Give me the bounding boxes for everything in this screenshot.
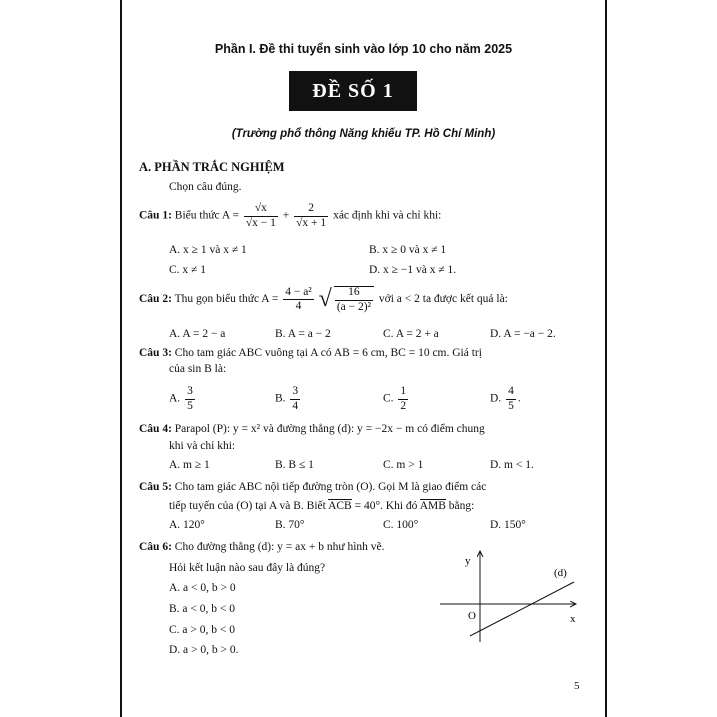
exam-number-badge: ĐỀ SỐ 1 <box>289 71 417 111</box>
question-3-option-c: C. $\frac{1}{2}$ <box>383 385 407 412</box>
x-axis-label: x <box>570 613 576 625</box>
question-5-text-line-2: tiếp tuyến của (O) tại A và B. Biết ACB = 40°. Khi đó AMB bằng: <box>169 500 475 512</box>
question-4-text: Parapol (P): y = x² và đường thẳng (d): y = −2x − m có điểm chung <box>174 423 485 435</box>
arc-acb: ACB <box>328 500 352 512</box>
question-5-text: Cho tam giác ABC nội tiếp đường tròn (O). Gọi M là giao điểm các <box>174 481 487 493</box>
school-name: (Trường phổ thông Năng khiếu TP. Hồ Chí Minh) <box>231 128 496 140</box>
question-6-option-d: D. a > 0, b > 0. <box>169 644 239 656</box>
question-3-option-a: A. $\frac{3}{5}$ <box>169 385 193 412</box>
question-2: Câu 2: Thu gọn biểu thức A = $\frac{\text{4 − a²}}{4}$ √ $\frac{16}{\text{(a − 2)²}}$ với a < 2 ta được kết quả là: <box>139 285 508 313</box>
question-6-option-b: B. a < 0, b < 0 <box>169 603 235 615</box>
question-1-text: Biểu thức A = <box>174 209 239 222</box>
question-1-option-b: B. x ≥ 0 và x ≠ 1 <box>369 244 447 256</box>
question-3-text-line-2: của sin B là: <box>169 363 227 375</box>
question-1-option-a: A. x ≥ 1 và x ≠ 1 <box>169 244 247 256</box>
question-4-option-c: C. m > 1 <box>383 459 424 471</box>
question-5-label: Câu 5: <box>139 481 172 493</box>
question-2-fraction-1: $\frac{\text{4 − a²}}{4}$ <box>285 285 312 312</box>
section-instruction: Chọn câu đúng. <box>169 181 242 193</box>
question-6-option-c: C. a > 0, b < 0 <box>169 624 235 636</box>
question-2-text: Thu gọn biểu thức A = <box>174 293 279 306</box>
question-3-label: Câu 3: <box>139 347 172 359</box>
question-1-option-c: C. x ≠ 1 <box>169 264 206 276</box>
question-4-option-d: D. m < 1. <box>490 459 534 471</box>
question-4-label: Câu 4: <box>139 423 172 435</box>
question-4-option-a: A. m ≥ 1 <box>169 459 210 471</box>
question-5-option-a: A. 120° <box>169 519 205 531</box>
question-2-radical: $\frac{16}{\text{(a − 2)²}}$ <box>334 286 374 313</box>
question-2-option-a: A. A = 2 − a <box>169 328 226 340</box>
question-1-fraction-2: $\frac{2}{√x + 1}$ <box>296 202 327 229</box>
question-2-label: Câu 2: <box>139 293 172 306</box>
question-1-fraction-1: $\frac{√x}{√x - 1}$ <box>245 202 276 229</box>
line-d <box>470 582 574 636</box>
question-5-option-b: B. 70° <box>275 519 305 531</box>
question-4-text-line-2: khi và chỉ khi: <box>169 440 236 452</box>
question-6-option-a: A. a < 0, b > 0 <box>169 582 236 594</box>
question-3-option-b: B. $\frac{3}{4}$ <box>275 385 299 412</box>
section-title: A. PHẦN TRẮC NGHIỆM <box>139 160 285 174</box>
question-6 <box>139 541 385 553</box>
question-1-label: Câu 1: <box>139 209 172 222</box>
question-3-option-d: D. $\frac{4}{5}$ . <box>490 385 521 412</box>
question-4-option-b: B. B ≤ 1 <box>275 459 314 471</box>
question-2-option-b: B. A = a − 2 <box>275 328 331 340</box>
document-page <box>120 0 607 717</box>
question-4 <box>139 423 485 435</box>
origin-label: O <box>468 610 476 622</box>
y-axis-label: y <box>465 555 471 567</box>
arc-amb: AMB <box>419 500 446 512</box>
question-6-text: Cho đường thẳng (d): y = ax + b như hình vẽ. <box>174 541 385 553</box>
question-6-label: Câu 6: <box>139 541 172 553</box>
question-2-option-d: D. A = −a − 2. <box>490 328 556 340</box>
question-5-option-d: D. 150° <box>490 519 526 531</box>
line-d-label: (d) <box>554 567 567 579</box>
question-3 <box>139 347 482 359</box>
page-header: Phần I. Đề thi tuyển sinh vào lớp 10 cho năm 2025 <box>214 42 513 56</box>
question-3-text: Cho tam giác ABC vuông tại A có AB = 6 cm, BC = 10 cm. Giá trị <box>174 347 482 359</box>
question-5 <box>139 481 486 493</box>
question-6-graph <box>438 546 588 646</box>
question-1-option-d: D. x ≥ −1 và x ≠ 1. <box>369 264 457 276</box>
question-6-text-line-2: Hỏi kết luận nào sau đây là đúng? <box>169 562 326 574</box>
question-5-option-c: C. 100° <box>383 519 419 531</box>
question-2-option-c: C. A = 2 + a <box>383 328 439 340</box>
question-1: Câu 1: Biểu thức A = $\frac{√x}{√x - 1}$ + $\frac{2}{√x + 1}$ xác định khi và chỉ khi: <box>139 202 442 229</box>
page-number: 5 <box>574 680 580 692</box>
